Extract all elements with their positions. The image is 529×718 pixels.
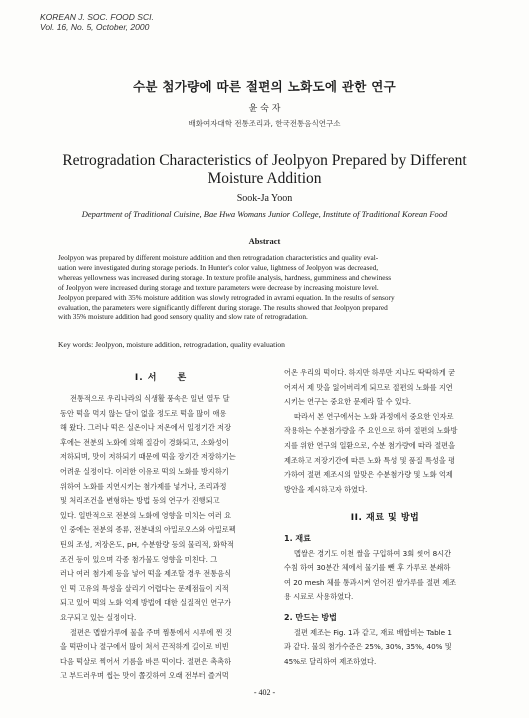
body-line: 작용하는 수분첨가량을 주 요인으로 하여 절편의 노화방 — [284, 426, 458, 436]
right-column-methods — [284, 532, 486, 669]
body-line: 여 20 mesh 체를 통과시켜 얻어진 쌀가루를 절편 제조 — [284, 577, 457, 587]
body-line: 용 시료로 사용하였다. — [284, 592, 354, 602]
abstract-heading: Abstract — [248, 236, 281, 246]
body-line: 및 처리조건을 변형하는 방법 등의 연구가 진행되고 — [60, 496, 220, 506]
body-line: 지를 위한 연구의 일환으로, 수분 첨가량에 따라 절편을 — [284, 440, 456, 450]
body-line: 해 왔다. 그러나 떡은 실온이나 저온에서 일정기간 저장 — [60, 423, 232, 433]
abstract-line: whereas yellowness was increased during storage. In texture profile analysis, hardness, gumminess and chewiness — [58, 272, 392, 282]
section-methods-heading: II. 재료 및 방법 — [350, 513, 420, 523]
body-line: 다음 떡살로 찍어서 기름을 바른 떡이다. 절편은 촉촉하 — [60, 656, 232, 666]
body-line: 인 중에는 전분의 종류, 전분내의 아밀로오스와 아밀로펙 — [60, 525, 236, 535]
abstract-body — [58, 253, 472, 322]
journal-volume: Vol. 16, No. 5, October, 2000 — [40, 22, 150, 32]
body-line: 러나 여러 첨가제 등을 넣어 떡을 제조할 경우 전통음식 — [60, 569, 232, 579]
page-number: - 402 - — [253, 688, 276, 697]
body-line: 어려운 실정이다. 이러한 이유로 떡의 노화를 방지하기 — [60, 466, 229, 476]
abstract-line: Jeolpyon prepared with 35% moisture addition was slowly retrograded in avrami equation. In the results of sensory — [58, 292, 395, 302]
body-line: 후에는 전분의 노화에 의해 질감이 경화되고, 소화성이 — [60, 437, 229, 447]
abstract-line: of Jeolpyon were increased during storage and texture parameters were decrease by increasing moisture level. — [58, 282, 379, 292]
english-title-line1: Retrogradation Characteristics of Jeolpyon Prepared by Different — [62, 152, 467, 169]
abstract-line: evaluation, the parameters were significantly different during storage. The results showed that Jeolpyon prepared — [58, 302, 388, 312]
body-line: 있다. 일반적으로 전분의 노화에 영향을 미치는 여러 요 — [60, 510, 232, 520]
abstract-line: uation were investigated during storage periods. In Hunter's color value, lightness of Jeolpyon was decreased, — [58, 262, 379, 272]
body-line: 방안을 제시하고자 하였다. — [284, 484, 368, 494]
body-line: 제조하고 저장기간에 따른 노화 특성 및 품질 특성을 평 — [284, 455, 456, 465]
body-line: 조건 등이 있으며 각종 첨가물도 영향을 미친다. 그 — [60, 554, 218, 564]
body-line: 멥쌀은 경기도 이천 쌀을 구입하여 3회 씻어 8시간 — [294, 548, 452, 558]
body-line: 수침 하여 30분간 체에서 물기를 뺀 후 가루로 분쇄하 — [284, 563, 451, 573]
abstract-line: Jeolpyon was prepared by different moisture addition and then retrogradation characteristics and quality eval- — [58, 253, 379, 262]
section-introduction-heading: I. 서 론 — [134, 373, 188, 383]
body-line: 틴의 조성, 저장온도, pH, 수분함량 등의 물리적, 화학적 — [60, 539, 234, 549]
body-line: 동안 떡을 먹지 않는 달이 없을 정도로 떡을 많이 애용 — [60, 408, 227, 418]
keywords: Key words: Jeolpyon, moisture addition, retrogradation, quality evaluation — [58, 340, 285, 349]
body-line: 저하되며, 맛이 저하되기 때문에 떡을 장기간 저장하기는 — [60, 452, 236, 462]
korean-title: 수분 첨가량에 따른 절편의 노화도에 관한 연구 — [132, 79, 397, 94]
body-line: 45%로 달리하여 제조하였다. — [284, 656, 377, 666]
body-line: 시키는 연구는 중요한 문제라 할 수 있다. — [284, 397, 412, 407]
body-line: 따라서 본 연구에서는 노화 과정에서 중요한 인자로 — [294, 411, 454, 421]
body-line: 어온 우리의 떡이다. 하지만 하루만 지나도 딱딱하게 굳 — [284, 368, 456, 377]
body-line: 을 떡판이나 절구에서 많이 쳐서 끈적하게 길이로 비빈 — [60, 642, 229, 652]
subsection-preparation-heading: 2. 만드는 방법 — [284, 612, 337, 622]
english-author: Sook-Ja Yoon — [236, 193, 293, 204]
abstract-line: with 35% moisture addition had good sensory quality and slow rate of retrogradation. — [58, 312, 308, 322]
right-column-top — [284, 366, 486, 497]
journal-name: KOREAN J. SOC. FOOD SCI. — [40, 12, 154, 22]
body-line: 절편은 멥쌀가루에 물을 주며 찜통에서 시루에 찐 것 — [70, 627, 232, 637]
body-line: 인 떡 고유의 특성을 살리기 어렵다는 문제점들이 지적 — [60, 583, 229, 593]
english-title-line2: Moisture Addition — [207, 170, 322, 187]
body-line: 절편 제조는 Fig. 1과 같고, 재료 배합비는 Table 1 — [294, 627, 452, 637]
body-line: 가하여 절편 제조시의 알맞은 수분첨가량 및 노화 억제 — [284, 470, 453, 480]
body-line: 요구되고 있는 실정이다. — [60, 612, 137, 622]
journal-header — [40, 12, 154, 32]
body-line: 전통적으로 우리나라의 식생활 풍속은 일년 열두 달 — [70, 394, 230, 403]
korean-affiliation: 배화여자대학 전통조리과, 한국전통음식연구소 — [188, 119, 341, 128]
body-line: 어져서 제 맛을 잃어버리게 되므로 절편의 노화를 지연 — [284, 382, 453, 392]
body-line: 고 부드러우며 씹는 맛이 쫄깃하여 오래 전부터 즐겨먹 — [60, 671, 229, 681]
body-line: 과 같다. 물의 첨가수준은 25%, 30%, 35%, 40% 및 — [284, 642, 452, 652]
subsection-materials-heading: 1. 재료 — [284, 534, 311, 543]
english-title — [60, 152, 469, 188]
korean-author: 윤 숙 자 — [248, 104, 281, 114]
left-column — [60, 392, 262, 684]
body-line: 위하여 노화를 지연시키는 첨가제를 넣거나, 조리과정 — [60, 481, 227, 491]
english-affiliation: Department of Traditional Cuisine, Bae Hwa Womans Junior College, Institute of Traditional Korean Food — [81, 209, 448, 219]
body-line: 되고 있어 떡의 노화 억제 방법에 대한 실질적인 연구가 — [60, 598, 232, 608]
